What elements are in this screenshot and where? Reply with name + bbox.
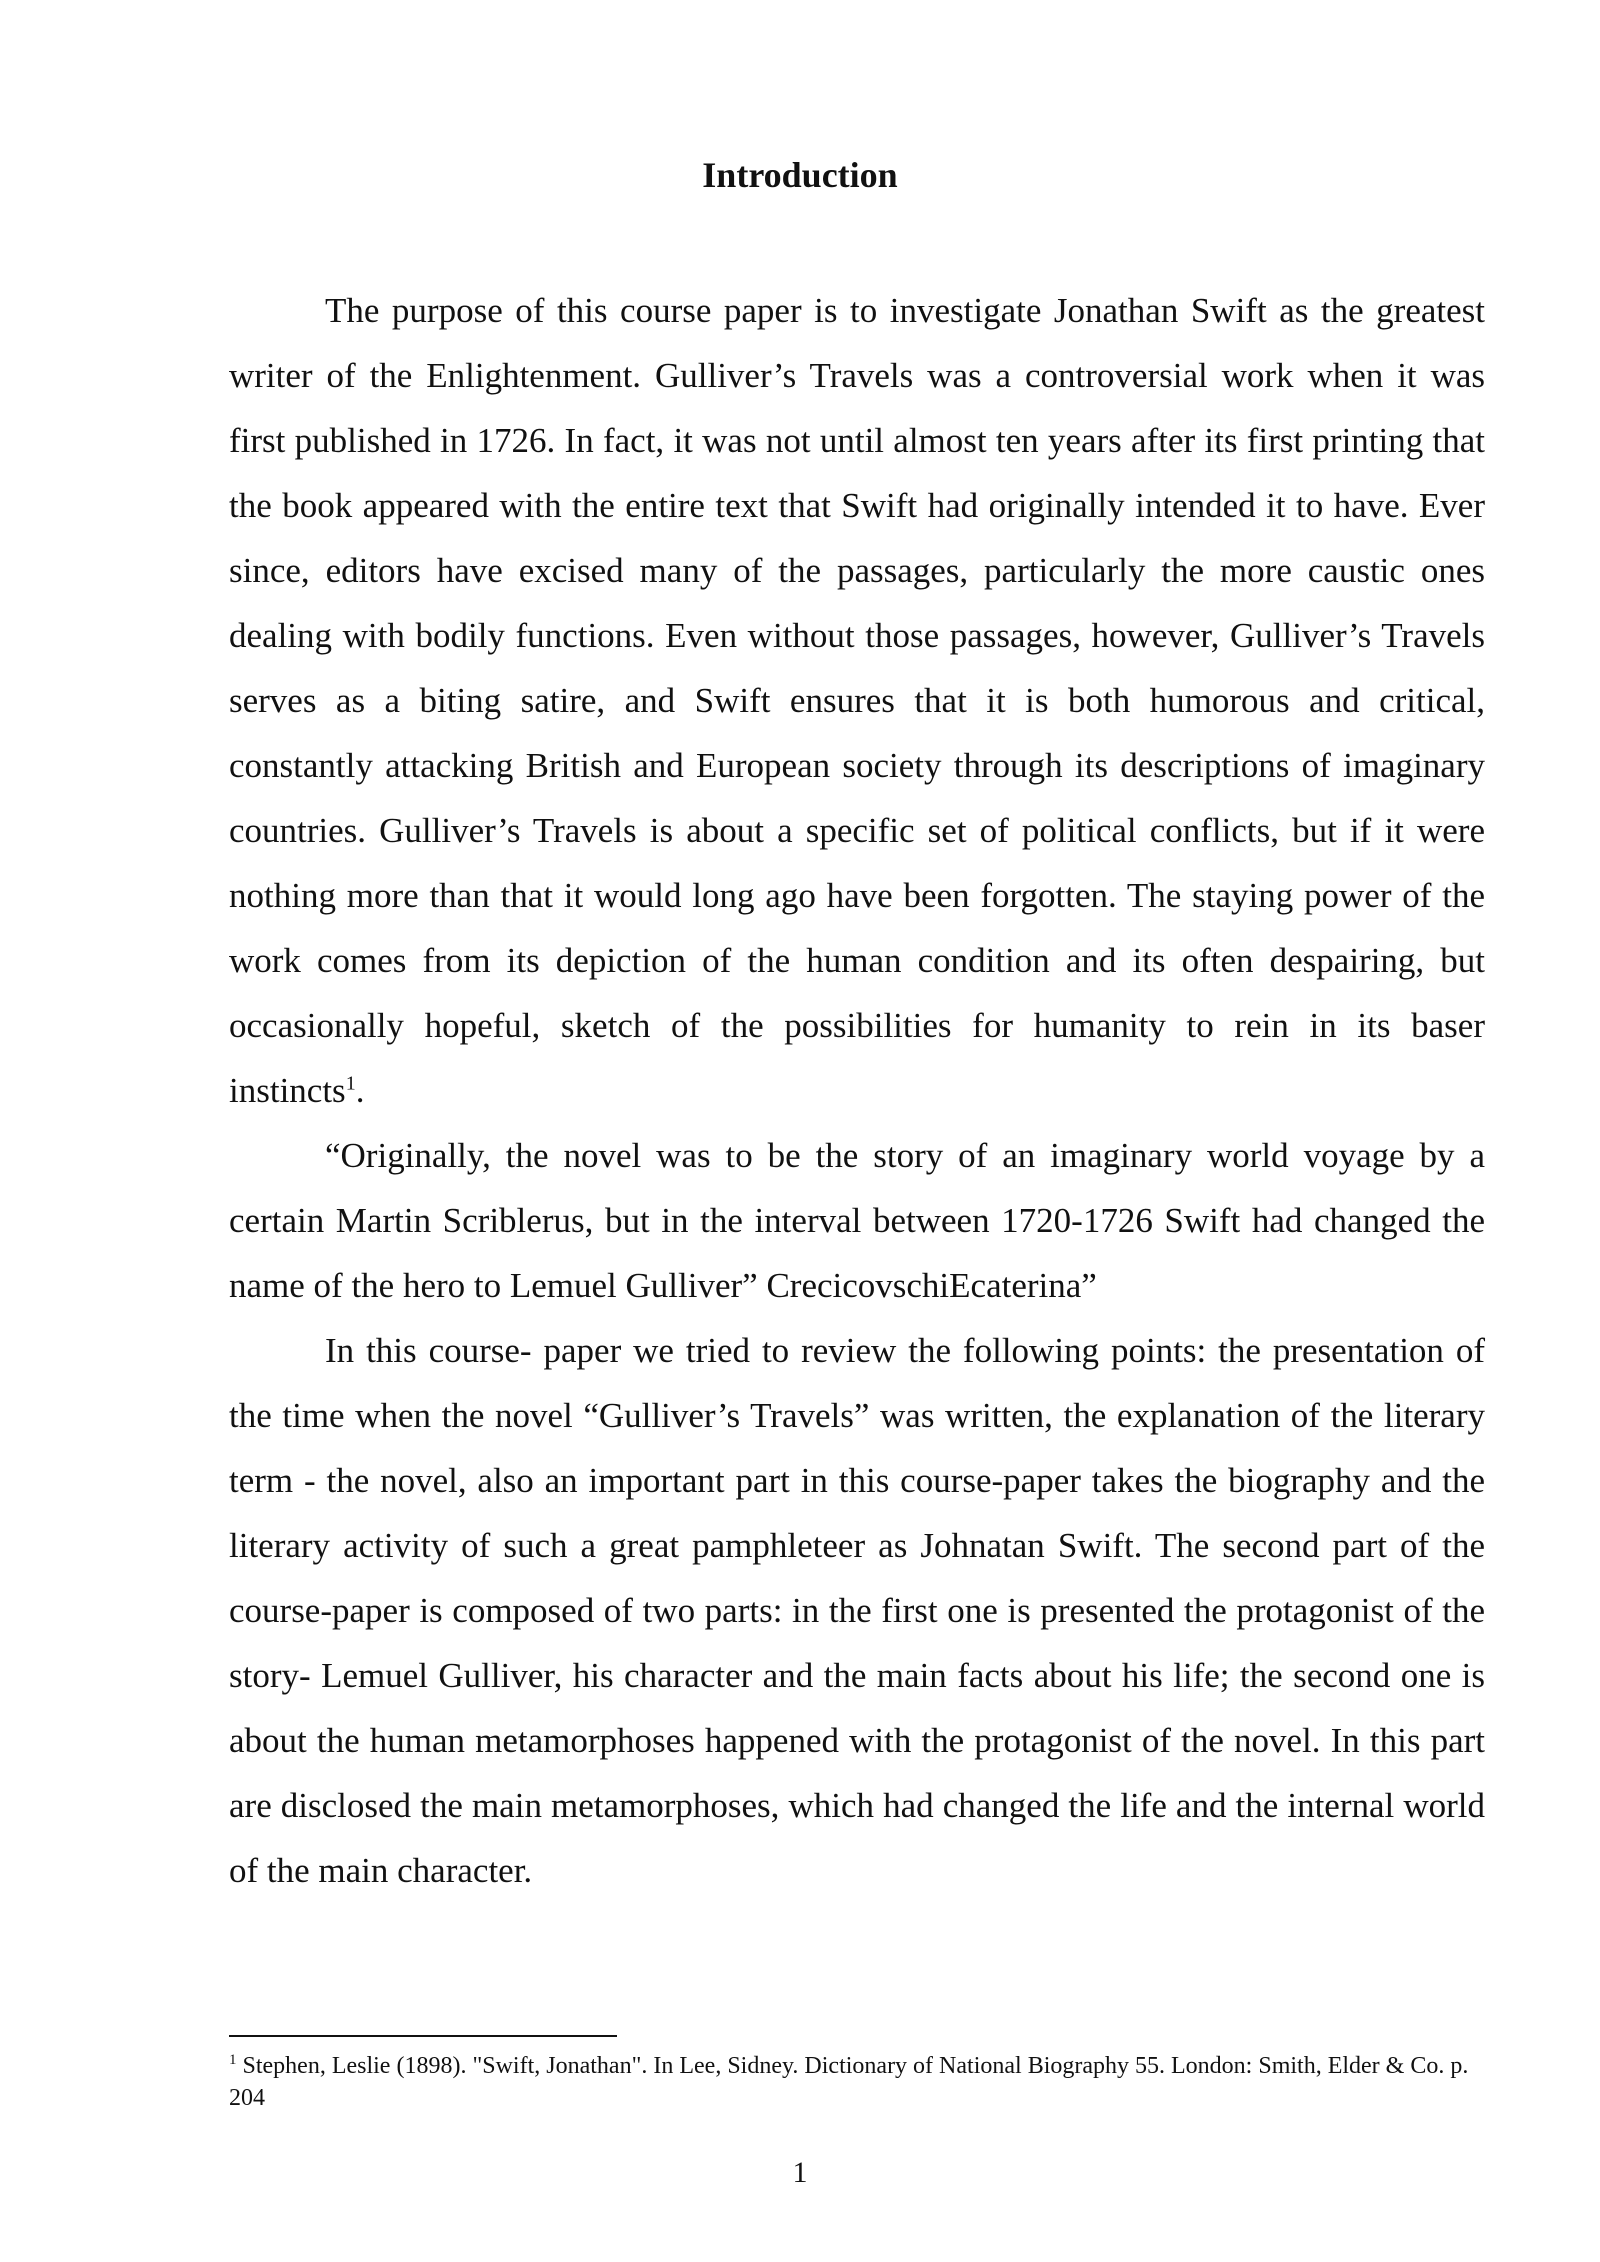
footnote-reference[interactable]: 1: [345, 1072, 356, 1095]
paragraph-1: [229, 278, 1485, 1123]
paragraph-2: “Originally, the novel was to be the story of an imaginary world voyage by a certain Martin Scriblerus, but in the interval between 1720-1726 Swift had changed the name of the hero to Lemuel Gulliver” CrecicovschiEcaterina”: [229, 1136, 1485, 1305]
page-title: Introduction: [702, 155, 898, 195]
page-number: 1: [792, 2156, 808, 2189]
body-text: [229, 278, 1485, 1903]
paragraph-1-tail: .: [355, 1071, 365, 1110]
footnote-text: Stephen, Leslie (1898). "Swift, Jonathan". In Lee, Sidney. Dictionary of National Biography 55. London: Smith, Elder & Co. p. 204: [229, 2053, 1469, 2111]
footnote-mark: 1: [229, 2052, 237, 2068]
paragraph-1-text: The purpose of this course paper is to investigate Jonathan Swift as the greatest writer of the Enlightenment. Gulliver’s Travels was a controversial work when it was first published in 1726. In fact, it was not until almost ten years after its first printing that the book appeared with the entire text that Swift had originally intended it to have. Ever since, editors have excised many of the passages, particularly the more caustic ones dealing with bodily functions. Even without those passages, however, Gulliver’s Travels serves as a biting satire, and Swift ensures that it is both humorous and critical, constantly attacking British and European society through its descriptions of imaginary countries. Gulliver’s Travels is about a specific set of political conflicts, but if it were nothing more than that it would long ago have been forgotten. The staying power of the work comes from its depiction of the human condition and its often despairing, but occasionally hopeful, sketch of the possibilities for humanity to rein in its baser instincts: [229, 291, 1485, 1110]
paragraph-3: In this course- paper we tried to review the following points: the presentation of the time when the novel “Gulliver’s Travels” was written, the explanation of the literary term - the novel, also an important part in this course-paper takes the biography and the literary activity of such a great pamphleteer as Johnatan Swift. The second part of the course-paper is composed of two parts: in the first one is presented the protagonist of the story- Lemuel Gulliver, his character and the main facts about his life; the second one is about the human metamorphoses happened with the protagonist of the novel. In this part are disclosed the main metamorphoses, which had changed the life and the internal world of the main character.: [229, 1331, 1485, 1890]
footnote-separator: [229, 2035, 617, 2037]
footnote: [229, 2050, 1485, 2114]
